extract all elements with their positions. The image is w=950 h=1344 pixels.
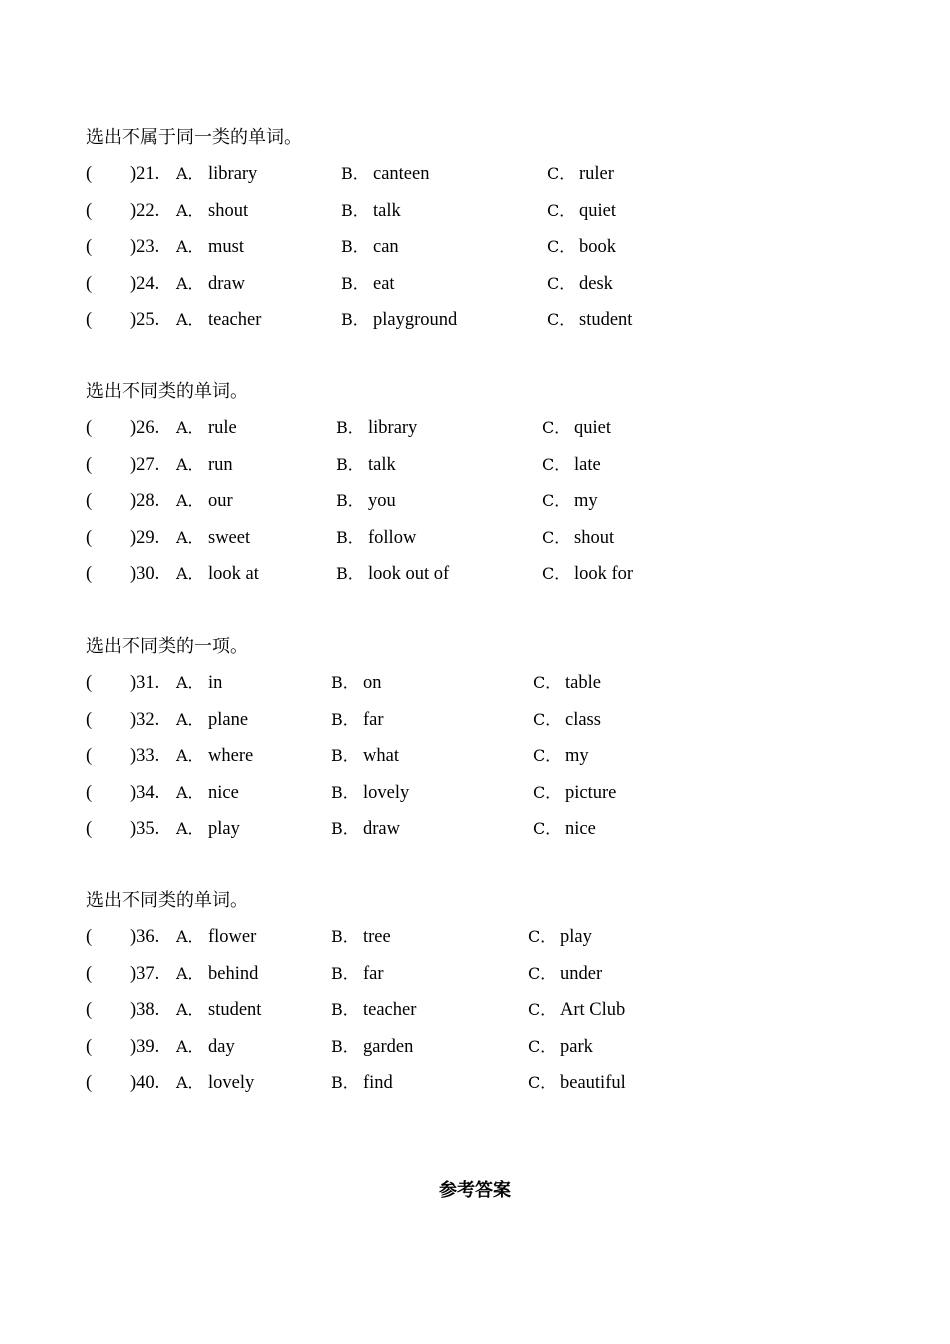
option-a-text: run xyxy=(208,454,233,475)
question-row xyxy=(86,193,866,230)
option-c-text: nice xyxy=(565,819,596,840)
question-number: )29. xyxy=(130,527,160,548)
option-c-label: C． xyxy=(533,673,562,692)
question-row xyxy=(86,556,866,593)
option-b-text: eat xyxy=(373,273,395,294)
question-row xyxy=(86,775,866,812)
option-c-text: my xyxy=(574,491,598,512)
option-c-text: my xyxy=(565,746,589,767)
option-a-text: day xyxy=(208,1036,235,1057)
question-number: )21. xyxy=(130,164,160,184)
option-c-text: ruler xyxy=(579,164,614,184)
section-title: 选出不同类的单词。 xyxy=(86,381,248,402)
option-b-text: find xyxy=(363,1073,393,1094)
question-row xyxy=(86,1065,866,1102)
question-number: )30. xyxy=(130,564,160,585)
question-number: )22. xyxy=(130,200,160,221)
option-b-label: B． xyxy=(341,310,369,330)
option-a-label: A． xyxy=(176,237,204,257)
option-b-text: lovely xyxy=(363,782,410,803)
option-c-text: desk xyxy=(579,273,613,294)
option-b-label: B． xyxy=(336,454,364,474)
option-c-text: shout xyxy=(574,527,615,548)
answer-blank-open-paren[interactable]: ( xyxy=(86,709,93,730)
option-c-text: look for xyxy=(574,564,634,585)
option-b-label: B． xyxy=(341,237,369,257)
option-b-text: you xyxy=(368,491,396,512)
question-number: )31. xyxy=(130,673,160,693)
option-b-text: garden xyxy=(363,1036,414,1057)
option-c-label: C． xyxy=(542,527,571,547)
option-c-label: C． xyxy=(547,237,576,257)
option-a-label: A． xyxy=(176,1073,204,1093)
answer-blank-open-paren[interactable]: ( xyxy=(86,927,93,947)
answer-blank-open-paren[interactable]: ( xyxy=(86,782,93,803)
option-a-text: flower xyxy=(208,927,257,947)
option-a-text: draw xyxy=(208,273,245,294)
option-b-label: B． xyxy=(331,1073,359,1093)
option-b-text: playground xyxy=(373,310,458,331)
option-b-text: talk xyxy=(373,200,401,221)
answer-blank-open-paren[interactable]: ( xyxy=(86,273,93,294)
option-b-label: B． xyxy=(331,782,359,802)
section-4 xyxy=(86,883,866,1102)
question-number: )35. xyxy=(130,819,160,840)
option-b-label: B． xyxy=(336,418,364,437)
option-b-text: on xyxy=(363,673,382,693)
question-row xyxy=(86,302,866,339)
option-c-label: C． xyxy=(542,418,571,437)
option-b-label: B． xyxy=(331,963,359,983)
option-c-label: C． xyxy=(547,164,576,183)
option-c-text: table xyxy=(565,673,601,693)
option-a-label: A． xyxy=(176,164,204,183)
option-a-label: A． xyxy=(176,963,204,983)
answer-key-heading: 参考答案 xyxy=(439,1180,511,1201)
section-1 xyxy=(86,120,866,339)
option-c-text: beautiful xyxy=(560,1073,626,1094)
option-b-text: library xyxy=(368,418,418,438)
answer-blank-open-paren[interactable]: ( xyxy=(86,1073,93,1094)
option-b-text: teacher xyxy=(363,1000,417,1021)
option-b-text: talk xyxy=(368,454,396,475)
option-a-text: our xyxy=(208,491,233,512)
answer-blank-open-paren[interactable]: ( xyxy=(86,491,93,512)
option-b-label: B． xyxy=(331,819,359,839)
option-b-text: follow xyxy=(368,527,417,548)
option-a-label: A． xyxy=(176,310,204,330)
option-c-label: C． xyxy=(547,310,576,330)
section-title: 选出不同类的单词。 xyxy=(86,890,248,911)
question-row xyxy=(86,410,866,447)
option-c-label: C． xyxy=(542,564,571,584)
question-number: )24. xyxy=(130,273,160,294)
option-a-label: A． xyxy=(176,1000,204,1020)
option-c-text: student xyxy=(579,310,633,331)
option-c-text: book xyxy=(579,237,616,258)
option-c-label: C． xyxy=(533,782,562,802)
option-a-label: A． xyxy=(176,746,204,766)
option-b-text: look out of xyxy=(368,564,450,585)
question-row xyxy=(86,811,866,848)
option-c-text: quiet xyxy=(574,418,611,438)
question-number: )26. xyxy=(130,418,160,438)
question-number: )34. xyxy=(130,782,160,803)
option-c-label: C． xyxy=(528,963,557,983)
option-c-label: C． xyxy=(533,709,562,729)
option-b-label: B． xyxy=(331,673,359,692)
option-a-text: teacher xyxy=(208,310,262,331)
option-c-label: C． xyxy=(528,1036,557,1056)
option-a-label: A． xyxy=(176,927,204,946)
option-a-text: student xyxy=(208,1000,262,1021)
option-b-text: far xyxy=(363,963,384,984)
question-row xyxy=(86,919,866,956)
section-title: 选出不属于同一类的单词。 xyxy=(86,127,302,148)
question-row xyxy=(86,1029,866,1066)
option-b-label: B． xyxy=(331,1036,359,1056)
question-number: )38. xyxy=(130,1000,160,1021)
option-c-text: Art Club xyxy=(560,1000,626,1021)
option-a-text: behind xyxy=(208,963,259,984)
question-number: )27. xyxy=(130,454,160,475)
option-c-label: C． xyxy=(528,1073,557,1093)
question-row xyxy=(86,738,866,775)
option-a-label: A． xyxy=(176,491,204,511)
option-c-text: picture xyxy=(565,782,617,803)
answer-blank-open-paren[interactable]: ( xyxy=(86,746,93,767)
option-b-text: draw xyxy=(363,819,400,840)
section-title: 选出不同类的一项。 xyxy=(86,636,248,657)
question-row xyxy=(86,266,866,303)
option-a-text: must xyxy=(208,237,244,258)
option-a-text: shout xyxy=(208,200,249,221)
option-b-text: can xyxy=(373,237,399,258)
question-row xyxy=(86,520,866,557)
option-a-label: A． xyxy=(176,709,204,729)
option-b-label: B． xyxy=(331,1000,359,1020)
option-a-label: A． xyxy=(176,273,204,293)
option-c-text: park xyxy=(560,1036,593,1057)
option-c-label: C． xyxy=(542,491,571,511)
option-b-label: B． xyxy=(336,491,364,511)
answer-blank-open-paren[interactable]: ( xyxy=(86,310,93,331)
question-number: )37. xyxy=(130,963,160,984)
option-a-label: A． xyxy=(176,200,204,220)
option-c-text: play xyxy=(560,927,592,947)
option-a-text: sweet xyxy=(208,527,251,548)
answer-blank-open-paren[interactable]: ( xyxy=(86,819,93,840)
question-number: )36. xyxy=(130,927,160,947)
question-row xyxy=(86,156,866,193)
question-row xyxy=(86,665,866,702)
option-a-text: plane xyxy=(208,709,249,730)
option-b-label: B． xyxy=(331,927,359,946)
option-c-label: C． xyxy=(533,746,562,766)
option-a-label: A． xyxy=(176,454,204,474)
answer-blank-open-paren[interactable]: ( xyxy=(86,1000,93,1021)
option-b-label: B． xyxy=(336,527,364,547)
option-c-label: C． xyxy=(547,273,576,293)
option-c-label: C． xyxy=(533,819,562,839)
answer-blank-open-paren[interactable]: ( xyxy=(86,673,93,693)
option-b-label: B． xyxy=(331,746,359,766)
answer-blank-open-paren[interactable]: ( xyxy=(86,164,93,184)
option-c-text: class xyxy=(565,709,601,730)
option-b-label: B． xyxy=(331,709,359,729)
option-a-label: A． xyxy=(176,1036,204,1056)
question-number: )33. xyxy=(130,746,160,767)
section-3 xyxy=(86,629,866,848)
question-row xyxy=(86,229,866,266)
option-a-label: A． xyxy=(176,782,204,802)
question-row xyxy=(86,992,866,1029)
option-b-label: B． xyxy=(341,164,369,183)
option-c-label: C． xyxy=(547,200,576,220)
section-2 xyxy=(86,374,866,593)
question-number: )28. xyxy=(130,491,160,512)
option-a-text: look at xyxy=(208,564,259,585)
option-a-text: where xyxy=(208,746,254,767)
option-c-text: under xyxy=(560,963,603,984)
option-c-label: C． xyxy=(528,1000,557,1020)
option-a-text: in xyxy=(208,673,223,693)
question-number: )39. xyxy=(130,1036,160,1057)
question-number: )40. xyxy=(130,1073,160,1094)
option-a-text: play xyxy=(208,819,240,840)
option-a-text: nice xyxy=(208,782,239,803)
option-a-label: A． xyxy=(176,564,204,584)
option-c-text: late xyxy=(574,454,601,475)
question-row xyxy=(86,483,866,520)
option-c-text: quiet xyxy=(579,200,616,221)
answer-blank-open-paren[interactable]: ( xyxy=(86,454,93,475)
option-b-label: B． xyxy=(341,273,369,293)
option-b-label: B． xyxy=(341,200,369,220)
question-row xyxy=(86,956,866,993)
question-row xyxy=(86,447,866,484)
question-number: )25. xyxy=(130,310,160,331)
question-row xyxy=(86,702,866,739)
option-a-label: A． xyxy=(176,418,204,437)
option-b-text: far xyxy=(363,709,384,730)
answer-blank-open-paren[interactable]: ( xyxy=(86,527,93,548)
option-a-text: rule xyxy=(208,418,237,438)
answer-blank-open-paren[interactable]: ( xyxy=(86,963,93,984)
option-a-text: library xyxy=(208,164,258,184)
option-b-text: what xyxy=(363,746,399,767)
option-b-text: canteen xyxy=(373,164,430,184)
answer-blank-open-paren[interactable]: ( xyxy=(86,237,93,258)
question-number: )32. xyxy=(130,709,160,730)
option-a-text: lovely xyxy=(208,1073,255,1094)
answer-blank-open-paren[interactable]: ( xyxy=(86,200,93,221)
question-number: )23. xyxy=(130,237,160,258)
option-a-label: A． xyxy=(176,819,204,839)
option-c-label: C． xyxy=(542,454,571,474)
answer-blank-open-paren[interactable]: ( xyxy=(86,418,93,438)
option-b-text: tree xyxy=(363,927,391,947)
option-c-label: C． xyxy=(528,927,557,946)
option-a-label: A． xyxy=(176,527,204,547)
answer-blank-open-paren[interactable]: ( xyxy=(86,564,93,585)
option-b-label: B． xyxy=(336,564,364,584)
option-a-label: A． xyxy=(176,673,204,692)
answer-blank-open-paren[interactable]: ( xyxy=(86,1036,93,1057)
